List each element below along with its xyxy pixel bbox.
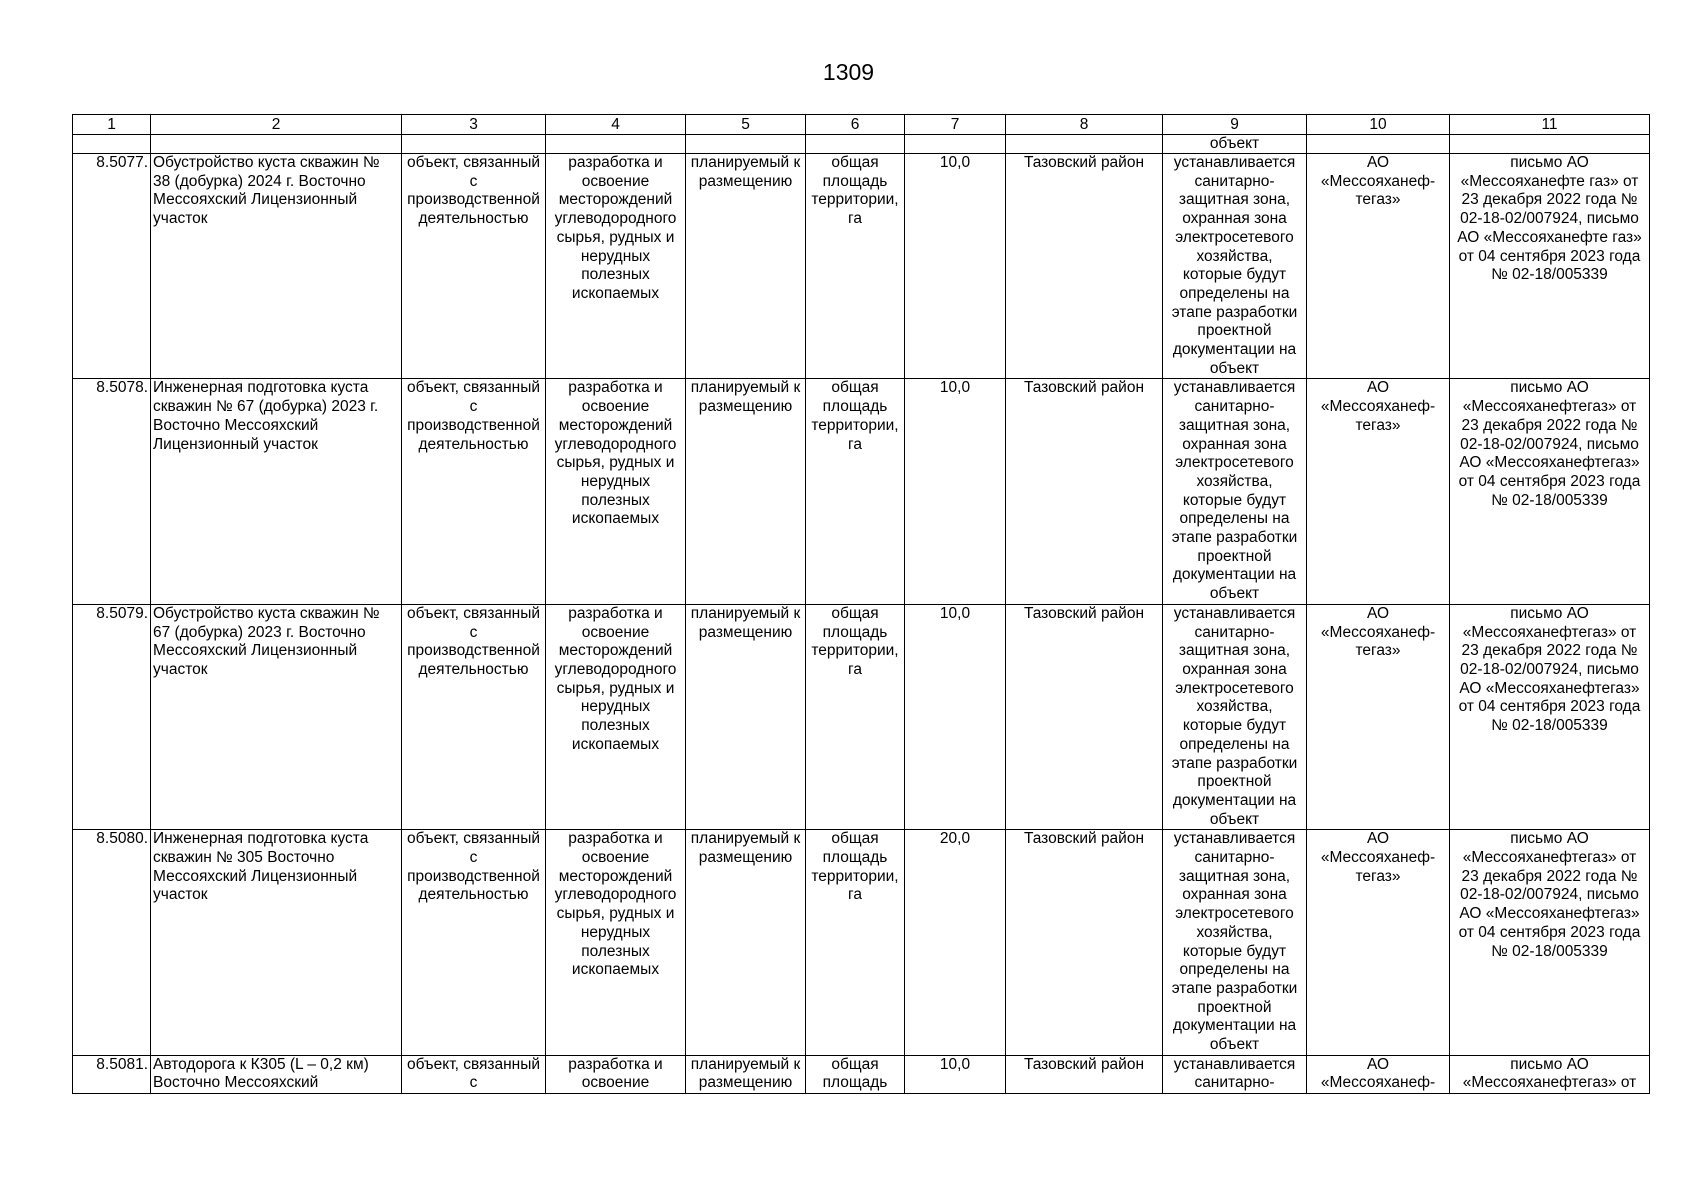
object-value: 20,0 — [905, 830, 1006, 1055]
table-row — [73, 154, 1650, 379]
object-name: Автодорога к К305 (L – 0,2 км) Восточно Мессояхский — [151, 1055, 402, 1093]
header-cell: 3 — [402, 115, 546, 135]
object-purpose: разработка и освоение месторождений углеводородного сырья, рудных и нерудных полезных ископаемых — [546, 379, 686, 604]
header-cell: 2 — [151, 115, 402, 135]
zone-cell: объект — [1163, 135, 1307, 154]
object-status: планируемый к размещению — [686, 604, 806, 829]
object-name: Инженерная подготовка куста скважин № 305 Восточно Мессояхский Лицензионный участок — [151, 830, 402, 1055]
column-numbers-row — [73, 115, 1650, 135]
continuation-row — [73, 135, 1650, 154]
row-number: 8.5080. — [73, 830, 151, 1055]
object-characteristic: общая площадь — [806, 1055, 905, 1093]
header-cell: 11 — [1450, 115, 1650, 135]
zone-cell: устанавливается санитарно- — [1163, 1055, 1307, 1093]
object-location: Тазовский район — [1006, 1055, 1163, 1093]
basis-cell: письмо АО «Мессояханефтегаз» от — [1450, 1055, 1650, 1093]
table-row — [73, 830, 1650, 1055]
zone-cell: устанавливается санитарно-защитная зона, охранная зона электросетевого хозяйства, которые будут определены на этапе разработки проектной документации на объект — [1163, 154, 1307, 379]
zone-cell: устанавливается санитарно-защитная зона, охранная зона электросетевого хозяйства, которые будут определены на этапе разработки проектной документации на объект — [1163, 379, 1307, 604]
row-number: 8.5078. — [73, 379, 151, 604]
basis-cell: письмо АО «Мессояханефтегаз» от 23 декабря 2022 года № 02-18-02/007924, письмо АО «Мессояханефтегаз» от 04 сентября 2023 года № 02-18/005339 — [1450, 830, 1650, 1055]
header-cell: 4 — [546, 115, 686, 135]
table-cell — [73, 135, 151, 154]
table-row — [73, 604, 1650, 829]
object-value: 10,0 — [905, 379, 1006, 604]
row-number: 8.5079. — [73, 604, 151, 829]
object-value: 10,0 — [905, 604, 1006, 829]
object-name: Обустройство куста скважин № 38 (добурка) 2024 г. Восточно Мессояхский Лицензионный участок — [151, 154, 402, 379]
zone-cell: устанавливается санитарно-защитная зона, охранная зона электросетевого хозяйства, которые будут определены на этапе разработки проектной документации на объект — [1163, 830, 1307, 1055]
object-location: Тазовский район — [1006, 830, 1163, 1055]
basis-cell: письмо АО «Мессояханефтегаз» от 23 декабря 2022 года № 02-18-02/007924, письмо АО «Мессояханефтегаз» от 04 сентября 2023 года № 02-18/005339 — [1450, 604, 1650, 829]
object-name: Обустройство куста скважин № 67 (добурка) 2023 г. Восточно Мессояхский Лицензионный участок — [151, 604, 402, 829]
object-value: 10,0 — [905, 154, 1006, 379]
object-status: планируемый к размещению — [686, 830, 806, 1055]
object-name: Инженерная подготовка куста скважин № 67 (добурка) 2023 г. Восточно Мессояхский Лицензионный участок — [151, 379, 402, 604]
header-cell: 10 — [1307, 115, 1450, 135]
row-number: 8.5077. — [73, 154, 151, 379]
object-type: объект, связанный с производственной деятельностью — [402, 154, 546, 379]
organization-cell: АО «Мессояханеф- — [1307, 1055, 1450, 1093]
object-purpose: разработка и освоение месторождений углеводородного сырья, рудных и нерудных полезных ископаемых — [546, 154, 686, 379]
table-cell — [1307, 135, 1450, 154]
table-cell — [905, 135, 1006, 154]
object-location: Тазовский район — [1006, 604, 1163, 829]
object-location: Тазовский район — [1006, 154, 1163, 379]
object-purpose: разработка и освоение месторождений углеводородного сырья, рудных и нерудных полезных ископаемых — [546, 830, 686, 1055]
object-type: объект, связанный с — [402, 1055, 546, 1093]
basis-cell: письмо АО «Мессояханефтегаз» от 23 декабря 2022 года № 02-18-02/007924, письмо АО «Мессояханефтегаз» от 04 сентября 2023 года № 02-18/005339 — [1450, 379, 1650, 604]
header-cell: 5 — [686, 115, 806, 135]
table-row — [73, 1055, 1650, 1093]
header-cell: 9 — [1163, 115, 1307, 135]
table-cell — [402, 135, 546, 154]
object-characteristic: общая площадь территории, га — [806, 379, 905, 604]
basis-cell: письмо АО «Мессояханефте газ» от 23 декабря 2022 года № 02-18-02/007924, письмо АО «Мессояханефте газ» от 04 сентября 2023 года № 02-18/005339 — [1450, 154, 1650, 379]
organization-cell: АО «Мессояханеф-тегаз» — [1307, 154, 1450, 379]
header-cell: 7 — [905, 115, 1006, 135]
table-cell — [806, 135, 905, 154]
table-cell — [1450, 135, 1650, 154]
table-cell — [546, 135, 686, 154]
object-value: 10,0 — [905, 1055, 1006, 1093]
organization-cell: АО «Мессояханеф-тегаз» — [1307, 604, 1450, 829]
data-table — [72, 114, 1650, 1094]
header-cell: 1 — [73, 115, 151, 135]
zone-cell: устанавливается санитарно-защитная зона, охранная зона электросетевого хозяйства, которые будут определены на этапе разработки проектной документации на объект — [1163, 604, 1307, 829]
object-status: планируемый к размещению — [686, 379, 806, 604]
table-cell — [1006, 135, 1163, 154]
object-characteristic: общая площадь территории, га — [806, 830, 905, 1055]
object-status: планируемый к размещению — [686, 154, 806, 379]
object-characteristic: общая площадь территории, га — [806, 154, 905, 379]
object-characteristic: общая площадь территории, га — [806, 604, 905, 829]
object-purpose: разработка и освоение — [546, 1055, 686, 1093]
header-cell: 8 — [1006, 115, 1163, 135]
row-number: 8.5081. — [73, 1055, 151, 1093]
organization-cell: АО «Мессояханеф-тегаз» — [1307, 830, 1450, 1055]
organization-cell: АО «Мессояханеф-тегаз» — [1307, 379, 1450, 604]
table-cell — [151, 135, 402, 154]
table-row — [73, 379, 1650, 604]
object-location: Тазовский район — [1006, 379, 1163, 604]
object-type: объект, связанный с производственной деятельностью — [402, 379, 546, 604]
object-type: объект, связанный с производственной деятельностью — [402, 830, 546, 1055]
object-purpose: разработка и освоение месторождений углеводородного сырья, рудных и нерудных полезных ископаемых — [546, 604, 686, 829]
object-type: объект, связанный с производственной деятельностью — [402, 604, 546, 829]
header-cell: 6 — [806, 115, 905, 135]
page-number: 1309 — [822, 59, 875, 85]
object-status: планируемый к размещению — [686, 1055, 806, 1093]
table-cell — [686, 135, 806, 154]
